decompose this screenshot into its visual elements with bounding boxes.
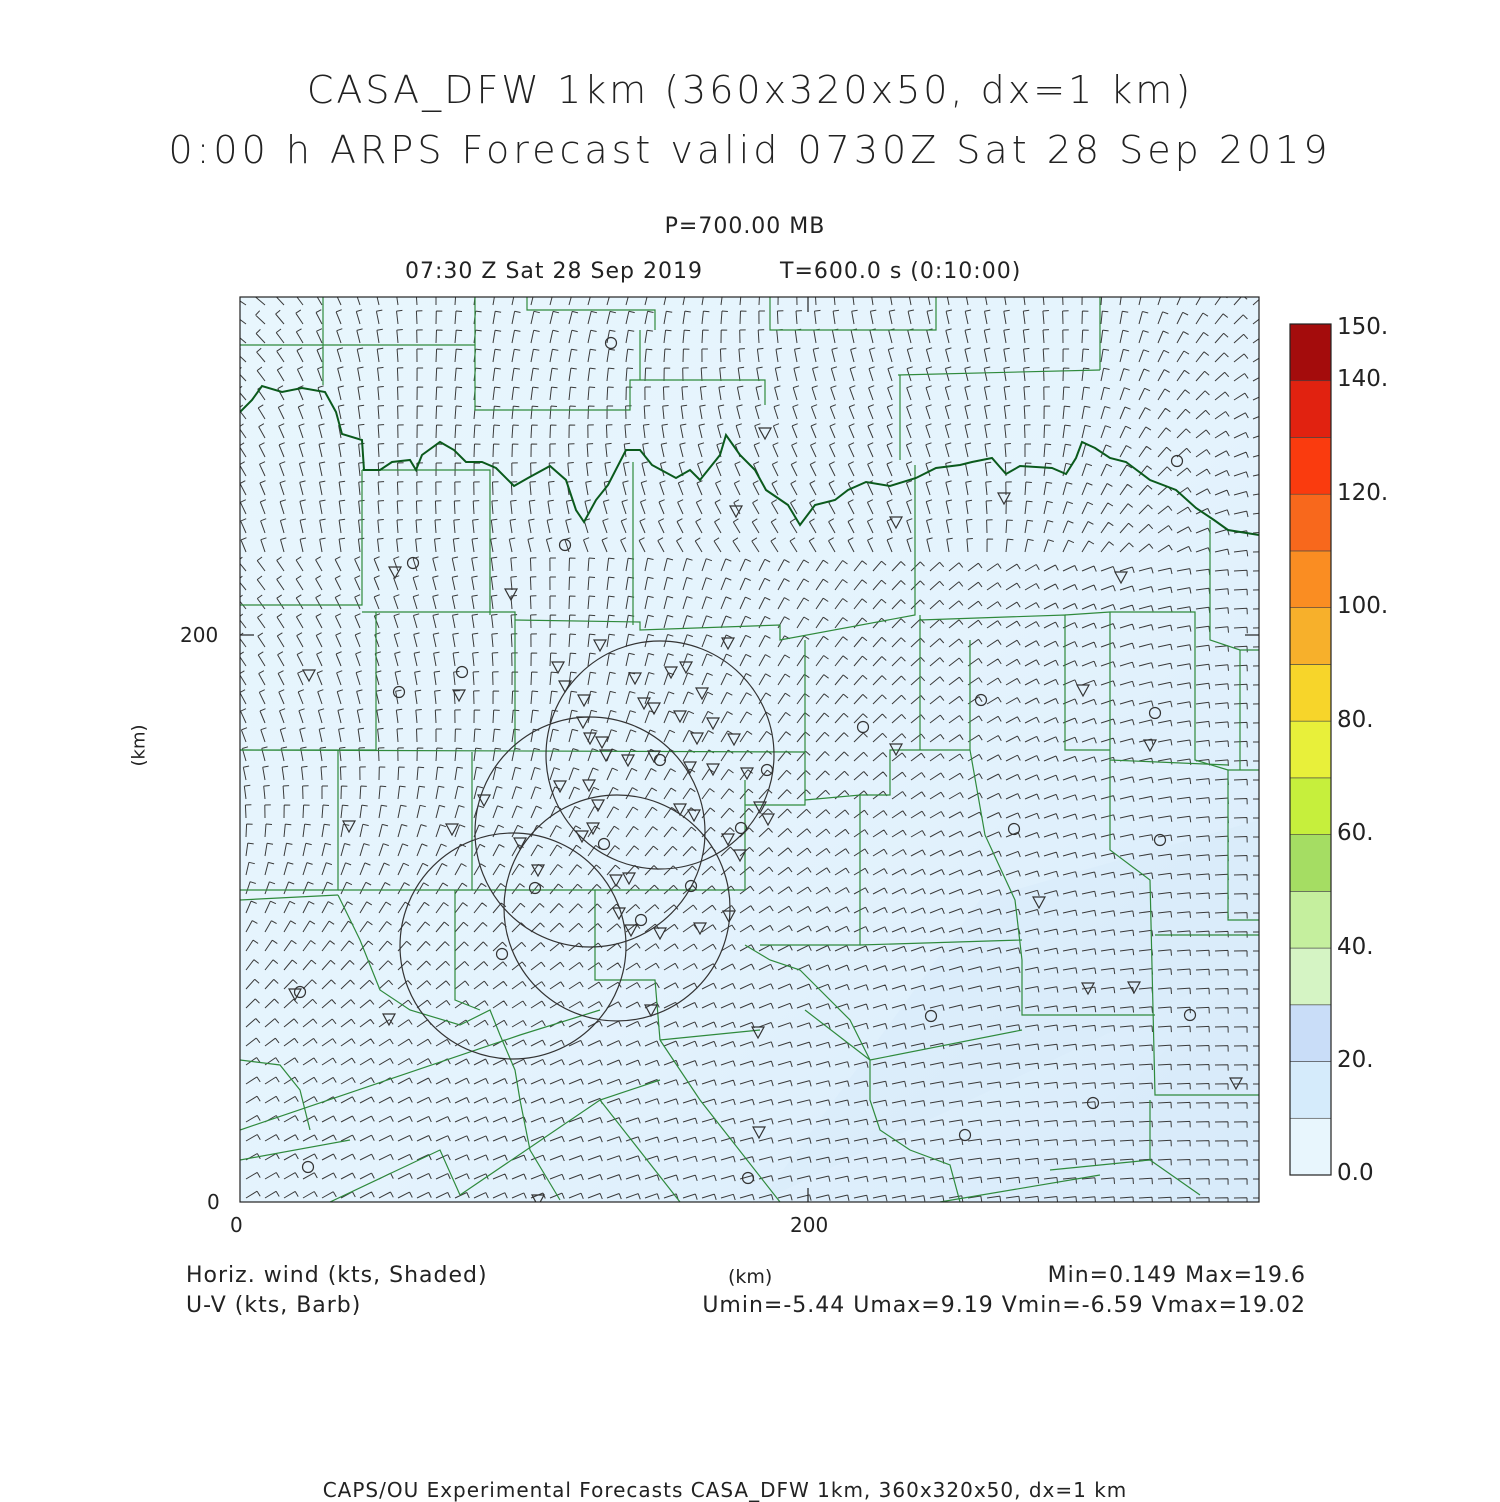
- pressure-level: P=700.00 MB: [664, 214, 826, 239]
- plot-area: [235, 291, 1267, 1206]
- colorbar-label: 60.: [1337, 820, 1374, 846]
- colorbar-label: 150.: [1337, 314, 1389, 340]
- colorbar-label: 20.: [1337, 1047, 1374, 1073]
- colorbar-label: 120.: [1337, 480, 1389, 506]
- colorbar-cell: [1290, 437, 1331, 494]
- colorbar-cell: [1290, 551, 1331, 608]
- valid-time: 07:30 Z Sat 28 Sep 2019: [405, 259, 703, 284]
- colorbar-cell: [1290, 494, 1331, 551]
- colorbar-cell: [1290, 835, 1331, 892]
- y-axis-label: (km): [128, 724, 150, 767]
- colorbar-cell: [1290, 891, 1331, 948]
- y-tick-label-200: 200: [180, 623, 219, 647]
- component-range: Umin=-5.44 Umax=9.19 Vmin=-6.59 Vmax=19.02: [702, 1293, 1306, 1318]
- title-line-2: 0:00 h ARPS Forecast valid 0730Z Sat 28 Sep 2019: [168, 128, 1332, 172]
- colorbar-cell: [1290, 381, 1331, 438]
- model-time: T=600.0 s (0:10:00): [780, 259, 1022, 284]
- colorbar-cell: [1290, 608, 1331, 665]
- field-description-shaded: Horiz. wind (kts, Shaded): [186, 1263, 488, 1288]
- colorbar-cell: [1290, 324, 1331, 381]
- colorbar-label: 0.0: [1337, 1160, 1374, 1186]
- x-axis-label: (km): [728, 1266, 773, 1288]
- credit-line: CAPS/OU Experimental Forecasts CASA_DFW 1km, 360x320x50, dx=1 km: [322, 1478, 1128, 1502]
- colorbar-cell: [1290, 1005, 1331, 1062]
- colorbar-cell: [1290, 778, 1331, 835]
- title-line-1: CASA_DFW 1km (360x320x50, dx=1 km): [306, 68, 1194, 112]
- x-tick-label-200: 200: [790, 1213, 829, 1237]
- speed-range: Min=0.149 Max=19.6: [1047, 1263, 1306, 1288]
- colorbar-cell: [1290, 1062, 1331, 1119]
- colorbar-cell: [1290, 664, 1331, 721]
- colorbar-label: 40.: [1337, 934, 1374, 960]
- colorbar-label: 100.: [1337, 593, 1389, 619]
- colorbar-cell: [1290, 721, 1331, 778]
- colorbar-label: 140.: [1337, 366, 1389, 392]
- colorbar-cell: [1290, 1118, 1331, 1175]
- y-tick-label-0: 0: [207, 1190, 220, 1214]
- colorbar-label: 80.: [1337, 707, 1374, 733]
- colorbar: [1290, 324, 1331, 1175]
- x-tick-label-0: 0: [230, 1213, 243, 1237]
- field-description-barb: U-V (kts, Barb): [186, 1293, 362, 1318]
- colorbar-cell: [1290, 948, 1331, 1005]
